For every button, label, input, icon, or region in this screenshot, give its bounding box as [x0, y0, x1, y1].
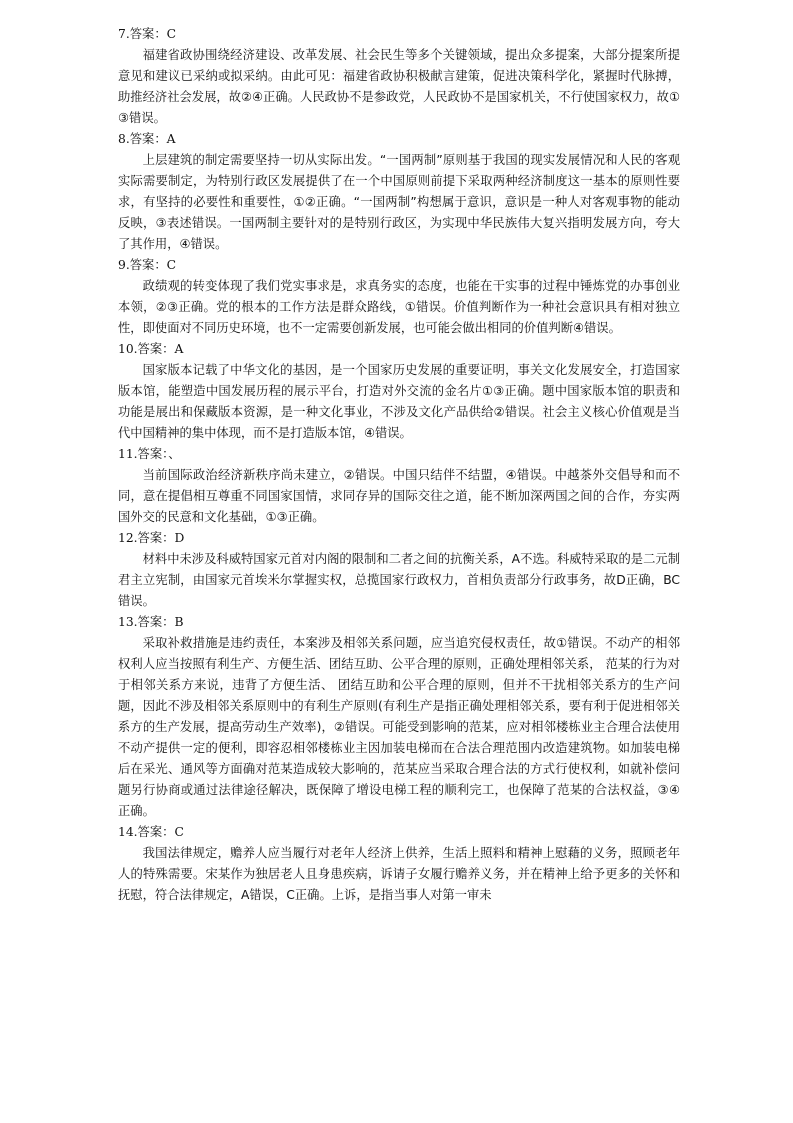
answer-11-heading: 11.答案：、 [118, 447, 181, 461]
answer-8-explanation: 上层建筑的制定需要坚持一切从实际出发。“一国两制”原则基于我国的现实发展情况和人民的客观实际需要制定，为特别行政区发展提供了在一个中国原则前提下采取两种经济制度这一基本的原则性要求，有坚持的必要性和重要性，①②正确。“一国两制”构想属于意识，意识是一种人对客观事物的能动反映，③表述错误。一国两制主要针对的是特别行政区，为实现中华民族伟大复兴指明发展方向，夸大了其作用，④错误。 [118, 153, 680, 251]
answer-9-heading: 9.答案：C [118, 258, 177, 272]
answer-12-heading: 12.答案：D [118, 531, 185, 545]
answer-key-page [118, 24, 680, 906]
answer-14-explanation: 我国法律规定，赡养人应当履行对老年人经济上供养，生活上照料和精神上慰藉的义务，照顾老年人的特殊需要。宋某作为独居老人且身患疾病，诉请子女履行赡养义务，并在精神上给予更多的关怀和抚慰，符合法律规定，A错误，C正确。上诉，是指当事人对第一审未 [118, 846, 680, 902]
answer-7-explanation: 福建省政协围绕经济建设、改革发展、社会民生等多个关键领域，提出众多提案，大部分提案所提意见和建议已采纳或拟采纳。由此可见：福建省政协积极献言建策，促进决策科学化，紧握时代脉搏，助推经济社会发展，故②④正确。人民政协不是参政党，人民政协不是国家机关，不行使国家权力，故①③错误。 [118, 48, 680, 125]
answer-8-heading: 8.答案：A [118, 132, 176, 146]
answer-10-heading: 10.答案：A [118, 342, 184, 356]
answer-14-heading: 14.答案：C [118, 825, 184, 839]
answer-13-heading: 13.答案：B [118, 615, 184, 629]
answer-12-explanation: 材料中未涉及科威特国家元首对内阁的限制和二者之间的抗衡关系，A不选。科威特采取的是二元制君主立宪制，由国家元首埃米尔掌握实权，总揽国家行政权力，首相负责部分行政事务，故D正确，BC错误。 [118, 552, 680, 608]
answer-7-heading: 7.答案：C [118, 27, 177, 41]
answer-11-explanation: 当前国际政治经济新秩序尚未建立，②错误。中国只结伴不结盟，④错误。中越茶外交倡导和而不同，意在提倡相互尊重不同国家国情，求同存异的国际交往之道，能不断加深两国之间的合作，夯实两国外交的民意和文化基础，①③正确。 [118, 468, 680, 524]
answer-10-explanation: 国家版本记载了中华文化的基因，是一个国家历史发展的重要证明，事关文化发展安全，打造国家版本馆，能塑造中国发展历程的展示平台，打造对外交流的金名片①③正确。题中国家版本馆的职责和功能是展出和保藏版本资源，是一种文化事业，不涉及文化产品供给②错误。社会主义核心价值观是当代中国精神的集中体现，而不是打造版本馆，④错误。 [118, 363, 680, 440]
answer-9-explanation: 政绩观的转变体现了我们党实事求是，求真务实的态度，也能在干实事的过程中锤炼党的办事创业本领，②③正确。党的根本的工作方法是群众路线，①错误。价值判断作为一种社会意识具有相对独立性，即使面对不同历史环境，也不一定需要创新发展，也可能会做出相同的价值判断④错误。 [118, 279, 680, 335]
answer-13-explanation: 采取补救措施是违约责任，本案涉及相邻关系问题，应当追究侵权责任，故①错误。不动产的相邻权利人应当按照有利生产、方便生活、团结互助、公平合理的原则，正确处理相邻关系， 范某的行为对于相邻关系方来说，违背了方便生活、 团结互助和公平合理的原则，但并不干扰相邻关系方的生产问题，因此不涉及相邻关系原则中的有利生产原则(有利生产是指正确处理相邻关系，要有利于促进相邻关系方的生产发展，提高劳动生产效率)，②错误。可能受到影响的范某，应对相邻楼栋业主合理合法使用不动产提供一定的便利，即容忍相邻楼栋业主因加装电梯而在合法合理范围内改造建筑物。如加装电梯后在采光、通风等方面确对范某造成较大影响的，范某应当采取合理合法的方式行使权利，如就补偿问题另行协商或通过法律途径解决，既保障了增设电梯工程的顺利完工，也保障了范某的合法权益，③④正确。 [118, 636, 680, 818]
